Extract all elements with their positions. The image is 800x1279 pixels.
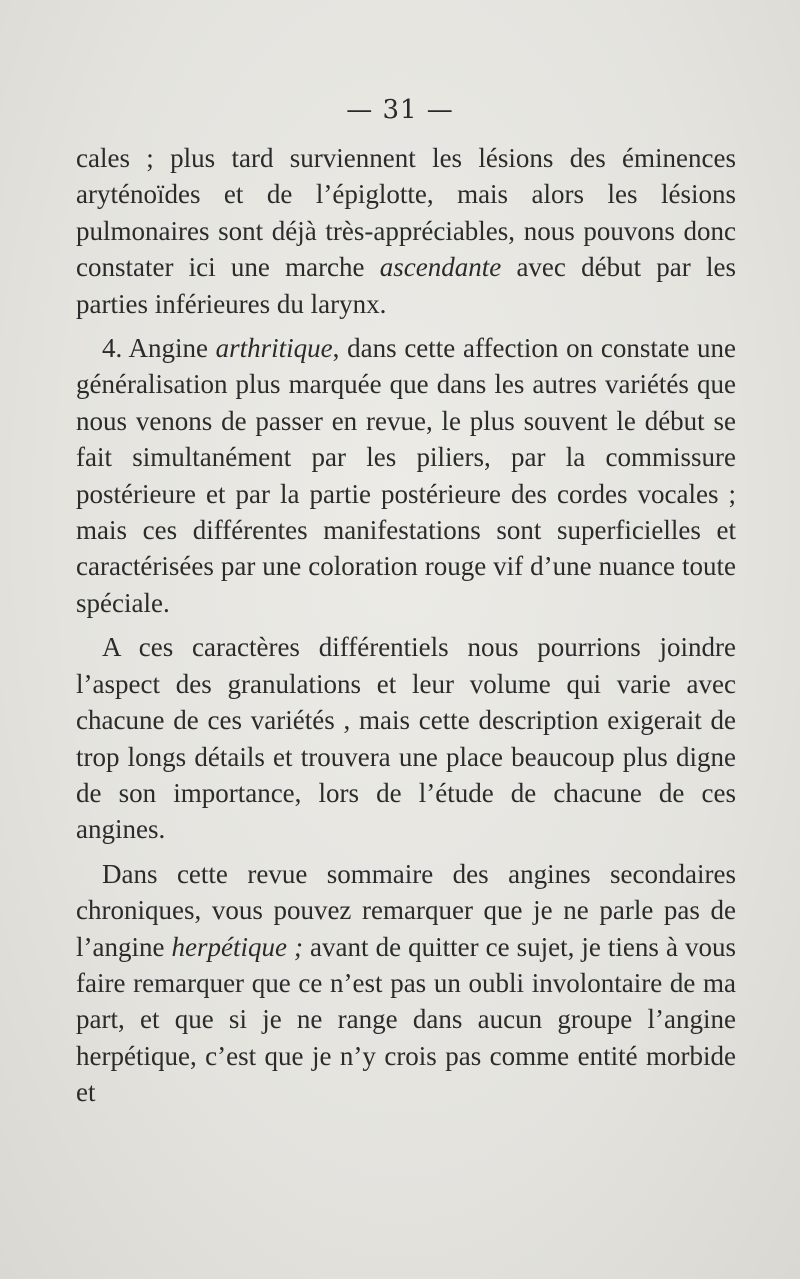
italic-term-arthritique: arthritique: [215, 333, 333, 364]
text-run: 4. Angine: [102, 333, 216, 364]
body-text: [76, 140, 736, 1111]
text-run: , dans cette affection on constate une généralisation plus marquée que dans les autres variétés que nous venons de passer en revue, le plus souvent le début se fait simultanément par les piliers, par la commissure postérieure et par la partie postérieure des cordes vocales ; mais ces différentes manifestations sont superficielles et caractérisées par une coloration rouge vif d’une nuance toute spéciale.: [76, 333, 736, 618]
text-run: avec début par les parties inférieures du larynx.: [76, 252, 736, 319]
text-run: Dans cette revue sommaire des angines secondaires chroniques, vous pouvez remarquer que je ne parle pas de l’angine: [76, 858, 736, 962]
text-run: A ces caractères différentiels nous pourrions joindre l’aspect des granulations et leur volume qui varie avec chacune de ces variétés , mais cette description exigerait de trop longs détails et trouvera une place beaucoup plus digne de son importance, lors de l’étude de chacune de ces angines.: [76, 632, 736, 845]
paragraph-1: [76, 140, 736, 322]
page-number: — 31 —: [346, 95, 454, 125]
paragraph-2: [76, 330, 736, 621]
text-run: avant de quitter ce sujet, je tiens à vous faire remarquer que ce n’est pas un oubli involontaire de ma part, et que si je ne range dans aucun groupe l’angine herpétique, c’est que je n’y crois pas comme entité morbide et: [76, 931, 737, 1108]
italic-term-herpetique: herpétique ;: [171, 931, 304, 962]
text-run: cales ; plus tard surviennent les lésions des éminences aryténoïdes et de l’épiglotte, mais alors les lésions pulmonaires sont déjà très-appréciables, nous pouvons donc constater ici une marche: [76, 143, 736, 283]
paragraph-3: [76, 629, 736, 847]
italic-term-ascendante: ascendante: [379, 252, 502, 283]
paragraph-4: [76, 856, 736, 1111]
